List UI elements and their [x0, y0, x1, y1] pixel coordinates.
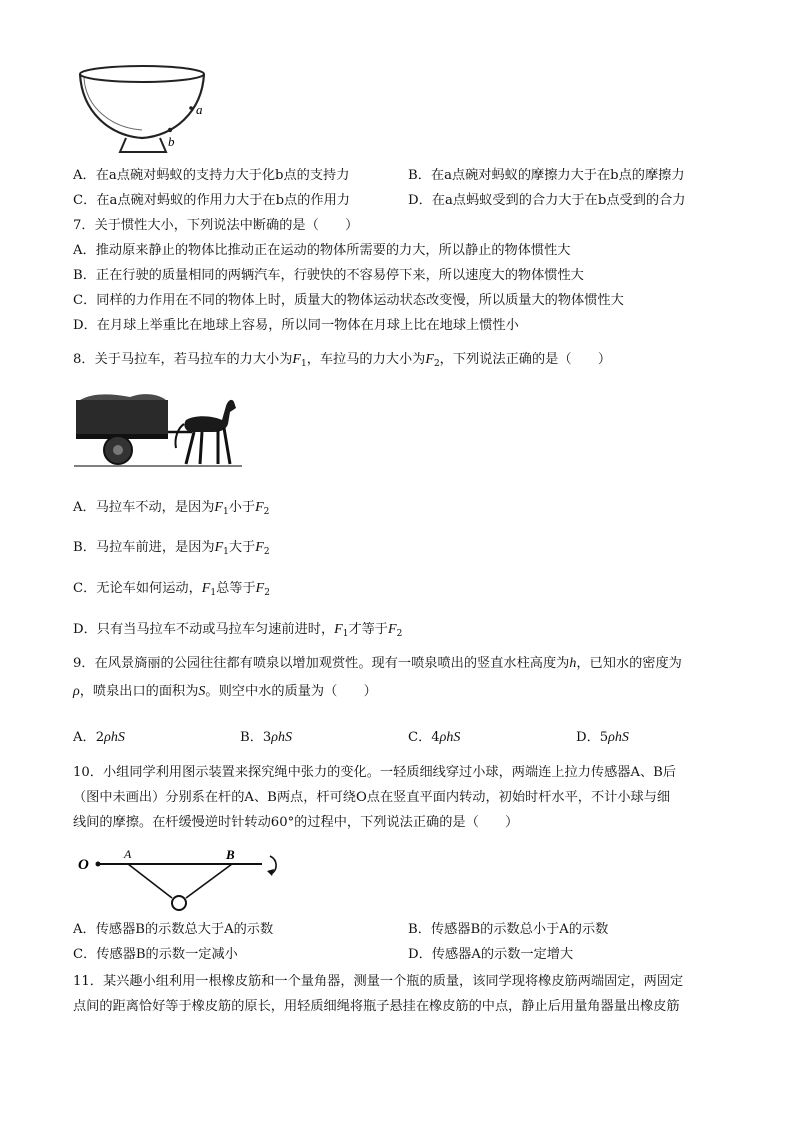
- ant-a-icon: [189, 106, 193, 110]
- label-b-point: B: [226, 847, 235, 862]
- q8-option-d: D．只有当马拉车不动或马拉车匀速前进时，$F_1$才等于$F_2$: [73, 622, 403, 639]
- q9-option-a: A．2ρhS: [73, 730, 125, 745]
- q8-stem: 8．关于马拉车，若马拉车的力大小为$F_1$，车拉马的力大小为$F_2$，下列说法正确的是（ ）: [73, 352, 612, 369]
- ball-icon: [172, 896, 186, 910]
- q7-option-a: A．推动原来静止的物体比推动正在运动的物体所需要的力大，所以静止的物体惯性大: [73, 243, 571, 258]
- label-o: O: [78, 857, 89, 873]
- q7-option-d: D．在月球上举重比在地球上容易，所以同一物体在月球上比在地球上惯性小: [73, 318, 519, 333]
- q10-option-b: B．传感器B的示数总小于A的示数: [408, 922, 609, 937]
- q10-stem-line2: （图中未画出）分别系在杆的A、B两点，杆可绕O点在竖直平面内转动，初始时杆水平，不计小球与细: [73, 790, 671, 805]
- q7-option-c: C．同样的力作用在不同的物体上时，质量大的物体运动状态改变慢，所以质量大的物体惯性大: [73, 293, 624, 308]
- ant-b-icon: [168, 128, 172, 132]
- q9-stem-line1: 9．在风景旖丽的公园往往都有喷泉以增加观赏性。现有一喷泉喷出的竖直水柱高度为h，已知水的密度为: [73, 656, 682, 671]
- q6-option-b: B．在a点碗对蚂蚁的摩擦力大于在b点的摩擦力: [408, 168, 685, 183]
- q10-option-c: C．传感器B的示数一定减小: [73, 947, 238, 962]
- q8-option-b: B．马拉车前进，是因为$F_1$大于$F_2$: [73, 540, 270, 557]
- q11-stem-line2: 点间的距离恰好等于橡皮筋的原长，用轻质细绳将瓶子悬挂在橡皮筋的中点，静止后用量角器量出橡皮筋: [73, 999, 680, 1014]
- q7-stem: 7．关于惯性大小，下列说法中断确的是（ ）: [73, 218, 359, 233]
- q10-stem-line3: 线间的摩擦。在杆缓慢逆时针转动60°的过程中，下列说法正确的是（ ）: [73, 815, 519, 830]
- q9-option-b: B．3ρhS: [240, 730, 293, 745]
- label-a-point: A: [124, 847, 132, 861]
- q8-option-a: A．马拉车不动，是因为$F_1$小于$F_2$: [73, 500, 270, 517]
- q10-option-d: D．传感器A的示数一定增大: [408, 947, 574, 962]
- label-b: b: [168, 134, 175, 149]
- q10-option-a: A．传感器B的示数总大于A的示数: [73, 922, 274, 937]
- q8-option-c: C．无论车如何运动，$F_1$总等于$F_2$: [73, 581, 270, 598]
- q7-option-b: B．正在行驶的质量相同的两辆汽车，行驶快的不容易停下来，所以速度大的物体惯性大: [73, 268, 584, 283]
- q9-stem-line2: ρ，喷泉出口的面积为S。则空中水的质量为（ ）: [73, 684, 377, 699]
- bowl-ant-figure: [70, 62, 220, 162]
- q6-option-c: C．在a点碗对蚂蚁的作用力大于在b点的作用力: [73, 193, 350, 208]
- q6-option-a: A．在a点碗对蚂蚁的支持力大于化b点的支持力: [73, 168, 350, 183]
- q10-stem-line1: 10．小组同学利用图示装置来探究绳中张力的变化。一轻质细线穿过小球，两端连上拉力传感器A、B后: [73, 765, 677, 780]
- label-a: a: [196, 102, 203, 117]
- horse-cart-figure: [74, 394, 244, 472]
- q9-option-d: D．5ρhS: [576, 730, 629, 745]
- rod-ball-figure: [74, 840, 294, 914]
- q6-option-d: D．在a点蚂蚁受到的合力大于在b点受到的合力: [408, 193, 686, 208]
- q11-stem-line1: 11．某兴趣小组利用一根橡皮筋和一个量角器，测量一个瓶的质量，该同学现将橡皮筋两端固定，两固定: [73, 974, 684, 989]
- q9-option-c: C．4ρhS: [408, 730, 461, 745]
